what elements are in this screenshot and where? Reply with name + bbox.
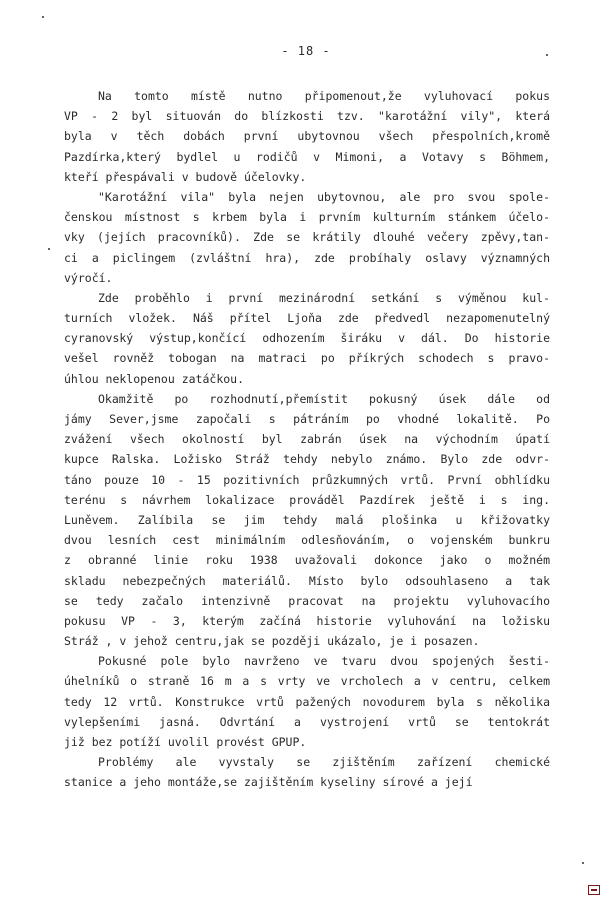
text-line: čenskou místnost s krbem byla i prvním kulturním stánkem účelo- xyxy=(64,210,550,225)
corner-mark-icon xyxy=(588,885,600,895)
text-line: ci a piclingem (zvláštní hra), zde probíhaly oslavy významných xyxy=(64,250,550,265)
text-line: vešel rovněž tobogan na matraci po příkrých schodech s pravo- xyxy=(64,351,550,366)
text-line: VP - 2 byl situován do blízkosti tzv. "karotážní vily", která xyxy=(64,109,550,124)
scan-speck xyxy=(42,16,44,18)
text-line: terénu s návrhem lokalizace prováděl Pazdírek ještě i s ing. xyxy=(64,492,550,507)
text-line: zvážení všech okolností byl zabrán úsek na východním úpatí xyxy=(64,432,550,447)
text-line: "Karotážní vila" byla nejen ubytovnou, ale pro svou spole- xyxy=(98,189,550,204)
text-line: Zde proběhlo i první mezinárodní setkání s výměnou kul- xyxy=(98,290,550,305)
text-line: Okamžitě po rozhodnutí,přemístit pokusný úsek dále od xyxy=(98,391,550,406)
scan-speck xyxy=(48,248,50,250)
text-line: turních vložek. Náš přítel Ljoňa zde předvedl nezapomenutelný xyxy=(64,311,550,326)
text-line: se tedy začalo intenzivně pracovat na projektu vyluhovacího xyxy=(64,593,550,608)
text-line: Luněvem. Zalíbila se jim tehdy malá plošinka u křižovatky xyxy=(64,512,550,527)
text-line: kteří přespávali v budově účelovky. xyxy=(64,169,307,184)
text-line: dvou lesních cest minimálním odlesňováním, o vojenském bunkru xyxy=(64,533,550,548)
text-line: jámy Sever,jsme započali s pátráním po vhodné lokalitě. Po xyxy=(64,412,550,426)
text-line: úhlou neklopenou zatáčkou. xyxy=(64,371,245,386)
scan-speck xyxy=(546,54,548,56)
text-line: stanice a jeho montáže,se zajištěním kyseliny sírové a její xyxy=(64,775,473,790)
text-line: Pazdírka,který bydlel u rodičů v Mimoni, a Votavy s Böhmem, xyxy=(64,149,550,164)
document-body xyxy=(64,86,550,793)
text-line: byla v těch dobách první ubytovnou všech přespolních,kromě xyxy=(64,129,550,144)
text-line: cyranovský výstup,končící odhozením širáku v dál. Do historie xyxy=(64,331,550,346)
text-line: Stráž , v jehož centru,jak se později ukázalo, je i posazen. xyxy=(64,634,480,649)
text-line: Pokusné pole bylo navrženo ve tvaru dvou spojených šesti- xyxy=(98,654,550,669)
text-line: již bez potíží uvolil provést GPUP. xyxy=(64,735,307,749)
page-number: - 18 - xyxy=(281,44,331,58)
text-line: pokusu VP - 3, kterým začíná historie vyluhování na ložisku xyxy=(64,613,550,628)
text-line: z obranné linie roku 1938 uvažovali dokonce jako o možném xyxy=(64,553,550,568)
text-line: kupce Ralska. Ložisko Stráž tehdy nebylo známo. Bylo zde odvr- xyxy=(64,452,550,467)
text-line: vky (jejích pracovníků). Zde se krátily dlouhé večery zpěvy,tan- xyxy=(64,230,550,245)
text-line: vylepšeními jasná. Odvrtání a vystrojení vrtů se tentokrát xyxy=(64,714,550,729)
text-line: Na tomto místě nutno připomenout,že vyluhovací pokus xyxy=(98,89,550,103)
text-line: táno pouze 10 - 15 pozitivních průzkumných vrtů. První obhlídku xyxy=(64,472,550,487)
text-line: Problémy ale vyvstaly se zjištěním zařízení chemické xyxy=(98,755,550,770)
scan-speck xyxy=(582,862,584,864)
text-line: tedy 12 vrtů. Konstrukce vrtů pažených novodurem byla s několika xyxy=(64,694,550,709)
text-line: skladu nebezpečných materiálů. Místo bylo odsouhlaseno a tak xyxy=(64,573,550,588)
text-line: výročí. xyxy=(64,270,113,285)
text-line: úhelníků o straně 16 m a s vrty ve vrcholech a v centru, celkem xyxy=(64,674,550,689)
